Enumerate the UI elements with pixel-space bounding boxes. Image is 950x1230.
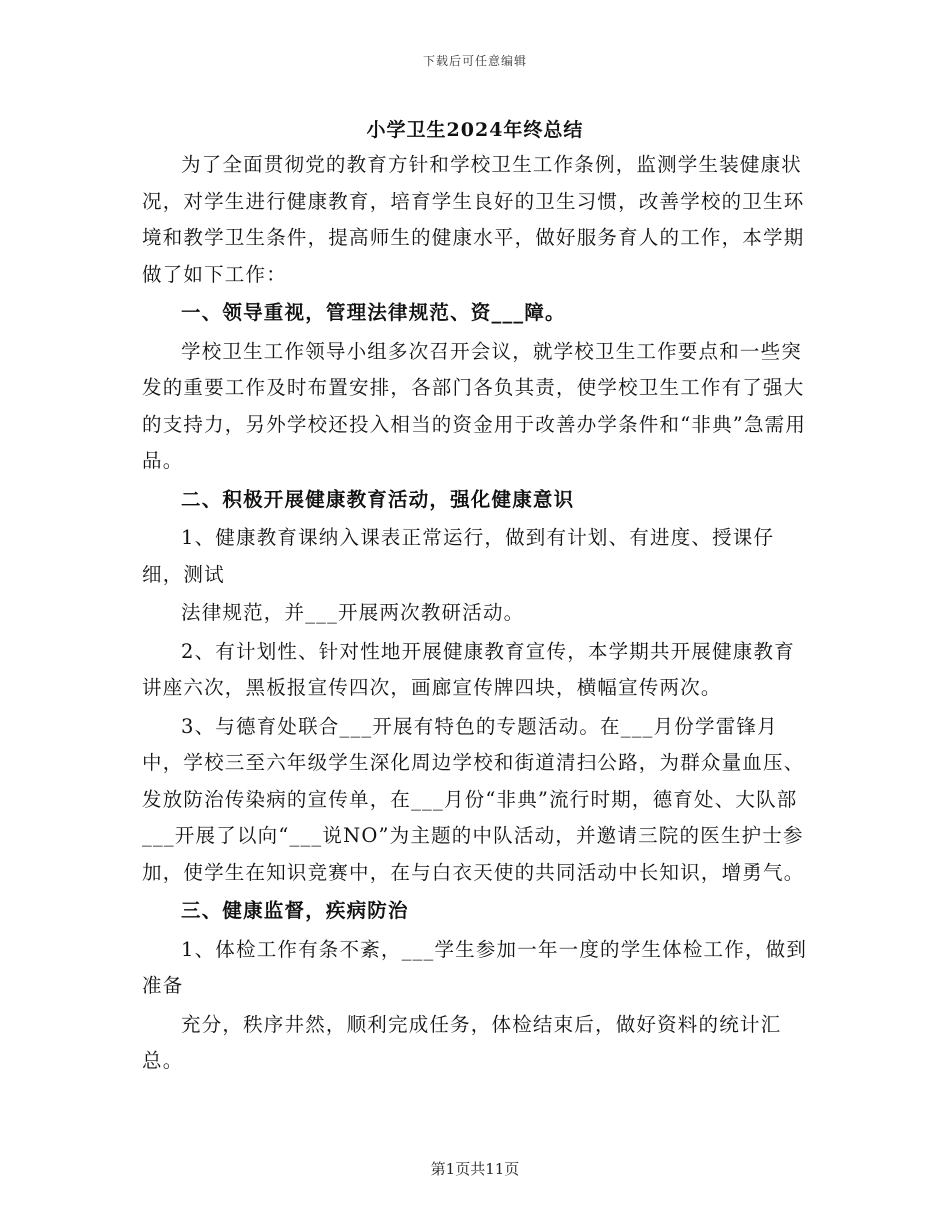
page-header-note: 下载后可任意编辑: [422, 54, 527, 68]
health-education-item-1: 1、健康教育课纳入课表正常运行，做到有计划、有进度、授课仔细，测试: [142, 526, 775, 586]
page-number: 第1页共11页: [430, 1160, 520, 1178]
intro-paragraph: 为了全面贯彻党的教育方针和学校卫生工作条例，监测学生装健康状况，对学生进行健康教育，培育学生良好的卫生习惯，改善学校的卫生环境和教学卫生条件，提高师生的健康水平，做好服务育人的工作，本学期做了如下工作：: [142, 153, 805, 286]
document-body: [142, 147, 814, 1080]
health-supervision-item-1-continued: 充分，秩序井然，顺利完成任务，体检结束后，做好资料的统计汇总。: [142, 1012, 782, 1072]
section-heading-health-supervision: 三、健康监督，疾病防治: [181, 899, 409, 922]
health-education-item-2: 2、有计划性、针对性地开展健康教育宣传，本学期共开展健康教育讲座六次，黑板报宣传四次，画廊宣传牌四块，横幅宣传两次。: [142, 639, 795, 699]
section-heading-leadership: 一、领导重视，管理法律规范、资___障。: [181, 301, 566, 324]
health-supervision-item-1: 1、体检工作有条不紊，___学生参加一年一度的学生体检工作，做到准备: [142, 937, 808, 997]
section-heading-health-education: 二、积极开展健康教育活动，强化健康意识: [181, 487, 575, 511]
health-education-item-1-continued: 法律规范，并___开展两次教研活动。: [181, 601, 525, 624]
leadership-paragraph: 学校卫生工作领导小组多次召开会议，就学校卫生工作要点和一些突发的重要工作及时布置安排，各部门各负其责，使学校卫生工作有了强大的支持力，另外学校还投入相当的资金用于改善办学条件和“非典”急需用品。: [142, 339, 807, 472]
health-education-item-3: 3、与德育处联合___开展有特色的专题活动。在___月份学雷锋月中，学校三至六年级学生深化周边学校和街道清扫公路，为群众量血压、发放防治传染病的宣传单，在___月份“非典”流行时期，德育处、大队部___开展了以向“___说NO”为主题的中队活动，并邀请三院的医生护士参加，使学生在知识竞赛中，在与白衣天使的共同活动中长知识，增勇气。: [142, 714, 805, 884]
document-title: 小学卫生2024年终总结: [366, 119, 584, 141]
